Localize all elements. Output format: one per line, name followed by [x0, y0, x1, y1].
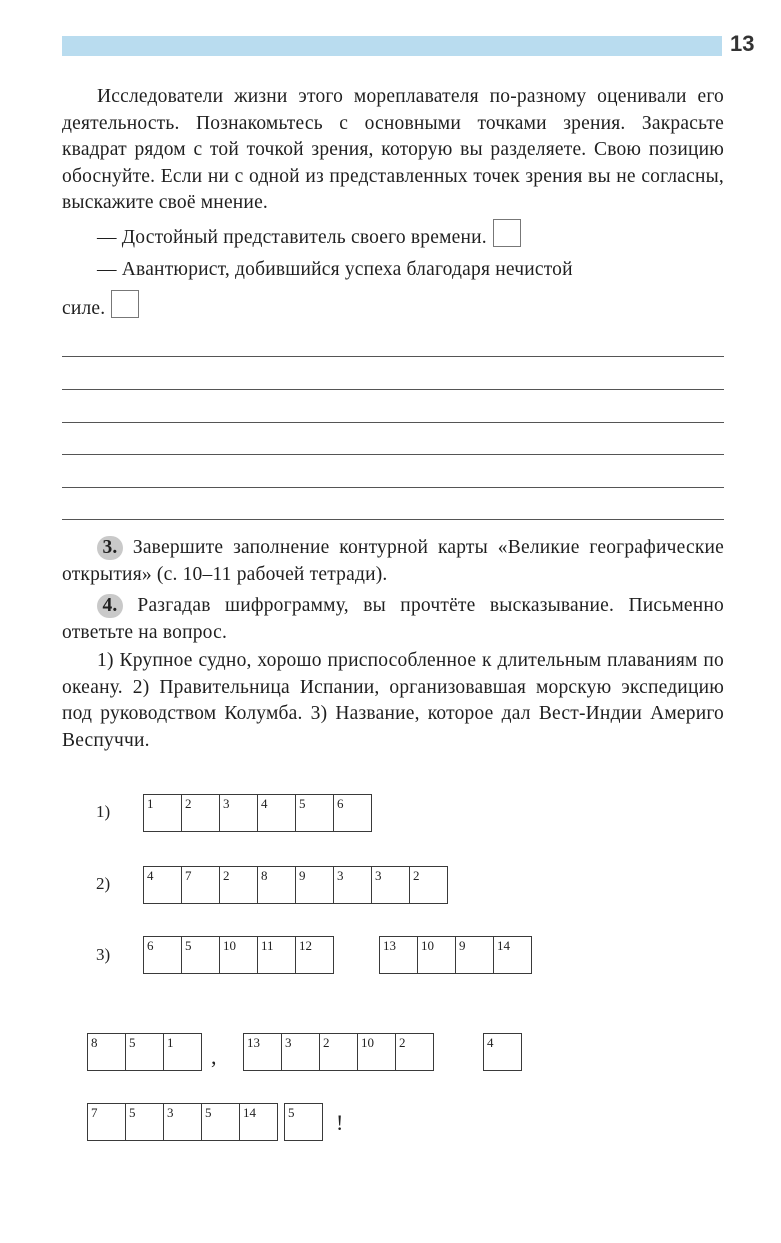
grid-cell[interactable]: 12: [295, 936, 334, 974]
option-2-text: — Авантюрист, добившийся успеха благодаря нечистой: [97, 259, 573, 280]
task-3-text: Завершите заполнение контурной карты «Великие географические открытия» (с. 10–11 рабочей тетради).: [62, 537, 724, 585]
grid-cell[interactable]: 10: [219, 936, 258, 974]
grid-cell[interactable]: 13: [243, 1033, 282, 1071]
option-2-text-cont: силе.: [62, 297, 106, 319]
grid-cell[interactable]: 2: [395, 1033, 434, 1071]
grid-cell[interactable]: 5: [284, 1103, 323, 1141]
grid-cell[interactable]: 6: [333, 794, 372, 832]
option-1: [62, 219, 724, 252]
grid-cell[interactable]: 5: [181, 936, 220, 974]
grid-cell[interactable]: 8: [257, 866, 296, 904]
grid-cell[interactable]: 4: [483, 1033, 522, 1071]
grid-cell[interactable]: 3: [371, 866, 410, 904]
task-3: [62, 535, 724, 588]
answer-line-4[interactable]: [62, 454, 724, 455]
option-1-text: — Достойный представитель своего времени.: [97, 226, 487, 248]
grid-cell[interactable]: 4: [257, 794, 296, 832]
comma-mark: ,: [211, 1044, 217, 1069]
grid-cell[interactable]: 14: [493, 936, 532, 974]
page-number: 13: [730, 31, 755, 56]
answer-line-2[interactable]: [62, 389, 724, 390]
option-2: [62, 257, 724, 284]
grid-cell[interactable]: 2: [181, 794, 220, 832]
option-1-checkbox[interactable]: [493, 219, 521, 247]
row-2-label: 2): [96, 874, 111, 893]
grid-cell[interactable]: 11: [257, 936, 296, 974]
row-3-label: 3): [96, 945, 111, 964]
grid-cell[interactable]: 6: [143, 936, 182, 974]
task-4-text: Разгадав шифрограмму, вы прочтёте высказывание. Письменно ответьте на вопрос.: [62, 595, 724, 643]
answer-line-3[interactable]: [62, 422, 724, 423]
grid-cell[interactable]: 5: [295, 794, 334, 832]
grid-cell[interactable]: 3: [281, 1033, 320, 1071]
grid-cell[interactable]: 1: [143, 794, 182, 832]
answer-line-1[interactable]: [62, 356, 724, 357]
grid-cell[interactable]: 3: [219, 794, 258, 832]
intro-text: [62, 84, 724, 322]
grid-cell[interactable]: 5: [125, 1103, 164, 1141]
grid-cell[interactable]: 1: [163, 1033, 202, 1071]
task-4-clues: 1) Крупное судно, хорошо приспособленное к длительным плаваниям по океану. 2) Правительница Испании, организовавшая морскую экспедицию под руководством Колумба. 3) Название, которое дал Вест-Индии Америго Веспуччи.: [62, 650, 724, 751]
grid-cell[interactable]: 10: [357, 1033, 396, 1071]
grid-cell[interactable]: 13: [379, 936, 418, 974]
grid-cell[interactable]: 2: [409, 866, 448, 904]
intro-paragraph: Исследователи жизни этого мореплавателя по-разному оценивали его деятельность. Познакомьтесь с основными точками зрения. Закрасьте квадрат рядом с той точкой зрения, которую вы разделяете. Свою позицию обоснуйте. Если ни с одной из представленных точек зрения вы не согласны, выскажите своё мнение.: [62, 86, 724, 213]
grid-cell[interactable]: 8: [87, 1033, 126, 1071]
task-3-number: 3.: [97, 536, 123, 560]
grid-cell[interactable]: 5: [125, 1033, 164, 1071]
grid-cell[interactable]: 2: [219, 866, 258, 904]
grid-cell[interactable]: 9: [455, 936, 494, 974]
grid-cell[interactable]: 10: [417, 936, 456, 974]
grid-cell[interactable]: 4: [143, 866, 182, 904]
row-1-label: 1): [96, 802, 111, 821]
answer-line-6[interactable]: [62, 519, 724, 520]
option-2-checkbox[interactable]: [111, 290, 139, 318]
task-4-number: 4.: [97, 594, 123, 618]
grid-cell[interactable]: 2: [319, 1033, 358, 1071]
grid-cell[interactable]: 3: [163, 1103, 202, 1141]
grid-cell[interactable]: 3: [333, 866, 372, 904]
option-2-cont: [62, 290, 724, 323]
answer-line-5[interactable]: [62, 487, 724, 488]
task-4: [62, 593, 724, 754]
grid-cell[interactable]: 7: [87, 1103, 126, 1141]
grid-cell[interactable]: 9: [295, 866, 334, 904]
header-bar: [62, 36, 722, 56]
exclamation-mark: !: [336, 1110, 344, 1135]
grid-cell[interactable]: 7: [181, 866, 220, 904]
grid-cell[interactable]: 14: [239, 1103, 278, 1141]
grid-cell[interactable]: 5: [201, 1103, 240, 1141]
